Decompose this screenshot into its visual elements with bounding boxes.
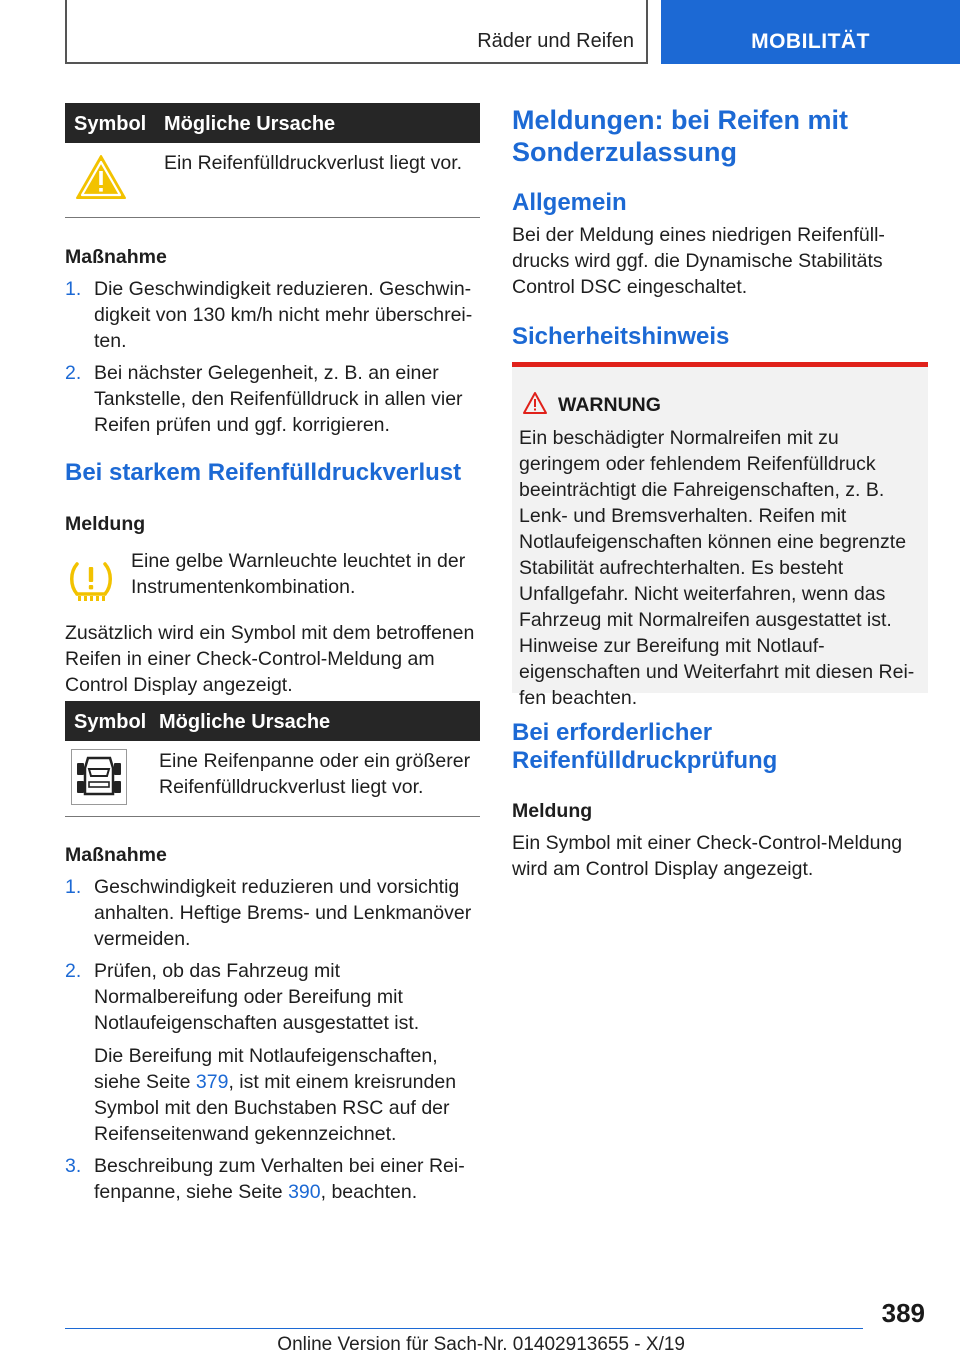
measure1-title: Maßnahme [65, 246, 167, 268]
table1-col-cause: Mögliche Ursache [164, 113, 336, 135]
measure1-step-1: 1. Die Geschwindigkeit reduzieren. Geschwindigkeit von 130 km/h nicht mehr überschreiten. [65, 278, 473, 352]
warning-triangle-icon [74, 152, 128, 202]
measure2-step-1-text: Geschwindigkeit reduzieren und vorsichtig anhalten. Heftige Brems- und Lenkmanöver vermeiden. [94, 876, 472, 950]
page-link-390[interactable]: 390 [288, 1181, 321, 1203]
measure2-step-2-note: Die Bereifung mit Notlaufeigenschaften, siehe Seite 379, ist mit einem kreisrunden Symbol mit den Buchstaben RSC auf der Reifenseitenwand gekennzeichnet. [94, 1045, 457, 1145]
header-chapter-tab: MOBILITÄT [661, 0, 960, 64]
page-link-379[interactable]: 379 [195, 1071, 229, 1093]
required-check-heading: Bei erforderlicher Reifenfülldruckprüfung [512, 719, 778, 774]
page-number: 389 [881, 1298, 925, 1328]
table2-row-cause: Eine Reifenpanne oder ein größerer Reifenfülldruckverlust liegt vor. [159, 750, 471, 798]
warning-box [512, 362, 928, 709]
warning-triangle-icon [522, 391, 548, 415]
table1-row-cause: Ein Reifenfülldruckverlust liegt vor. [164, 152, 463, 174]
measure2-title: Maßnahme [65, 844, 167, 866]
measure2-step-2: 2. Prüfen, ob das Fahrzeug mit Normalbereifung oder Bereifung mit Notlaufeigenschaften ausgestattet ist. Die Bereifung mit Notlaufeigenschaften, siehe Seite 379, ist mit einem kreisrunden Symbol mit den Buchstaben RSC auf der Reifenseitenwand gekennzeichnet. [65, 958, 480, 1147]
table1-rule [65, 217, 480, 218]
table1-header [65, 103, 480, 143]
measure2-step-1: 1. Geschwindigkeit reduzieren und vorsichtig anhalten. Heftige Brems- und Lenkmanöver vermeiden. [65, 876, 472, 950]
general-heading: Allgemein [512, 189, 627, 216]
table2-col-cause: Mögliche Ursache [159, 711, 331, 733]
measure2-step-2-text: Prüfen, ob das Fahrzeug mit Normalbereifung oder Bereifung mit Notlaufeigenschaften ausgestattet ist. [94, 960, 420, 1034]
general-text: Bei der Meldung eines niedrigen Reifenfülldrucks wird ggf. die Dynamische Stabilitäts Control DSC eingeschaltet. [512, 224, 885, 298]
warning-label: WARNUNG [558, 394, 661, 416]
heavy-loss-subheading: Meldung [65, 513, 146, 535]
measure1-steps [65, 276, 480, 438]
safety-heading: Sicherheitshinweis [512, 323, 730, 350]
footer-rule [65, 1328, 863, 1329]
measure1-step-1-text: Die Geschwindigkeit reduzieren. Geschwindigkeit von 130 km/h nicht mehr überschreiten. [94, 278, 473, 352]
table1-col-symbol: Symbol [74, 113, 147, 135]
table2-rule [65, 816, 480, 817]
measure1-step-2: 2. Bei nächster Gelegenheit, z. B. an einer Tankstelle, den Reifenfülldruck in allen vier Reifen prüfen und ggf. korrigieren. [65, 362, 463, 436]
measure2-step-3: 3. Beschreibung zum Verhalten bei einer Reifenpanne, siehe Seite 390, beachten. [65, 1155, 465, 1203]
car-tires-icon [71, 749, 127, 805]
heavy-loss-lamp-text: Eine gelbe Warnleuchte leuchtet in der Instrumentenkombination. [131, 550, 466, 598]
right-main-title: Meldungen: bei Reifen mit Sonderzulassung [512, 105, 849, 167]
required-check-text: Ein Symbol mit einer Check-Control-Meldung wird am Control Display angezeigt. [512, 832, 903, 880]
footer-text: Online Version für Sach-Nr. 01402913655 - X/19 [277, 1334, 685, 1355]
header-box [65, 0, 648, 64]
heavy-loss-heading: Bei starkem Reifenfülldruckverlust [65, 459, 462, 486]
table2-col-symbol: Symbol [74, 711, 147, 733]
required-check-subheading: Meldung [512, 800, 593, 822]
heavy-loss-paragraph: Zusätzlich wird ein Symbol mit dem betroffenen Reifen in einer Check-Control-Meldung am Control Display angezeigt. [65, 622, 475, 696]
measure1-step-2-text: Bei nächster Gelegenheit, z. B. an einer Tankstelle, den Reifenfülldruck in allen vier Reifen prüfen und ggf. korrigieren. [94, 362, 463, 436]
warning-text: Ein beschädigter Normalreifen mit zu geringem oder fehlendem Reifenfülldruck beeinträchtigt die Fahreigenschaften, z. B. Lenk- und Bremsverhalten. Reifen mit Notlaufeigenschaften können eine begrenzte Stabilität aufrechterhalten. Es besteht Unfallgefahr. Nicht weiterfahren, wenn das Fahrzeug mit Normalreifen ausgestattet ist. Hinweise zur Bereifung mit Notlaufeigenschaften und Weiterfahrt mit diesen Reifen beachten. [519, 427, 915, 709]
measure2-steps [65, 874, 480, 1205]
table2-header [65, 701, 480, 741]
header-section-title: Räder und Reifen [477, 30, 634, 52]
tire-pressure-warning-icon [68, 560, 114, 602]
